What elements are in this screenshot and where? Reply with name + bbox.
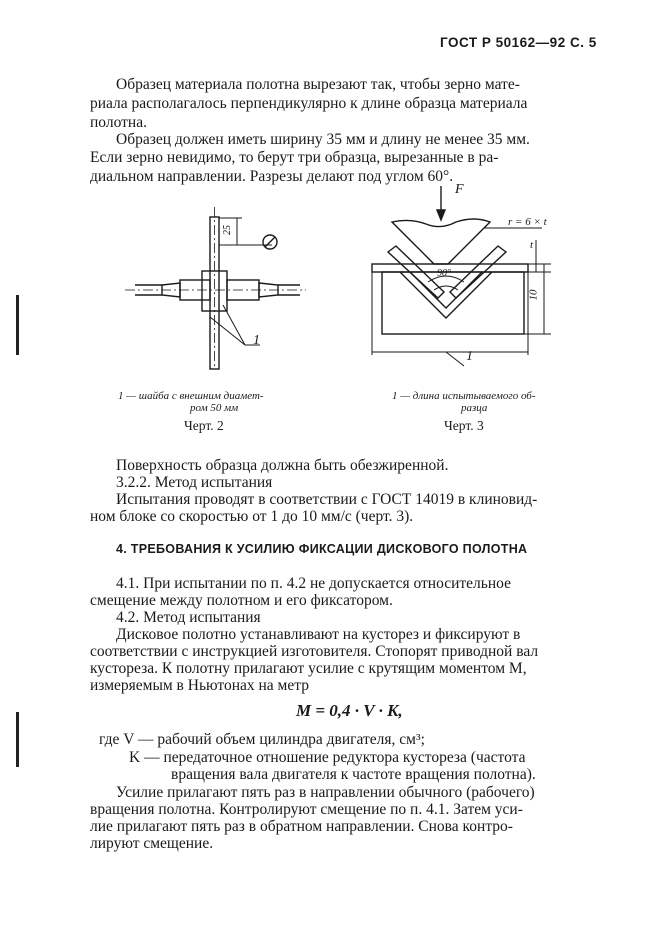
para2-line3: диальном направлении. Разрезы делают под углом 60°. xyxy=(90,168,454,185)
para5-line2: соответствии с инструкцией изготовителя. Стопорят приводной вал xyxy=(90,643,539,660)
para2-line2: Если зерно невидимо, то берут три образца, вырезанные в ра- xyxy=(90,149,499,166)
para4-line1: Испытания проводят в соответствии с ГОСТ 14019 в клиновид- xyxy=(116,491,538,508)
formula-moment: M = 0,4 · V · K, xyxy=(296,701,403,720)
fig2-dim-label: 25 xyxy=(222,225,233,235)
figure-2-drawing xyxy=(110,205,310,370)
where-line2: K — передаточное отношение редуктора кустореза (частота xyxy=(129,749,526,766)
fig3-callout: 1 xyxy=(466,349,473,364)
item-4-2: 4.2. Метод испытания xyxy=(116,609,261,626)
para1-line2: риала располагалось перпендикулярно к длине образца материала xyxy=(90,95,528,112)
para6-line4: лируют смещение. xyxy=(90,835,214,852)
fig3-caption-line1: 1 — длина испытываемого об- xyxy=(392,390,536,402)
para5-line1: Дисковое полотно устанавливают на кусторез и фиксируют в xyxy=(116,626,521,643)
fig2-callout: 1 xyxy=(253,333,260,348)
para6-line2: вращения полотна. Контролируют смещение по п. 4.1. Затем уси- xyxy=(90,801,523,818)
fig2-title: Черт. 2 xyxy=(184,418,224,433)
item-4-1-line1: 4.1. При испытании по п. 4.2 не допускается относительное xyxy=(116,575,511,592)
para1-line3: полотна. xyxy=(90,114,147,131)
para6-line1: Усилие прилагают пять раз в направлении обычного (рабочего) xyxy=(116,784,535,801)
para4-line2: ном блоке со скоростью от 1 до 10 мм/с (черт. 3). xyxy=(90,508,414,525)
fig2-caption-line2: ром 50 мм xyxy=(190,402,239,414)
para1-line1: Образец материала полотна вырезают так, чтобы зерно мате- xyxy=(116,76,520,93)
fig3-force-label: F xyxy=(455,182,464,197)
item-4-1-line2: смещение между полотном и его фиксатором. xyxy=(90,592,393,609)
page-header: ГОСТ Р 50162—92 С. 5 xyxy=(440,35,597,50)
para5-line3: кустореза. К полотну прилагают усилие с крутящим моментом M, xyxy=(90,660,527,677)
section-4-title: 4. ТРЕБОВАНИЯ К УСИЛИЮ ФИКСАЦИИ ДИСКОВОГО ПОЛОТНА xyxy=(116,542,528,556)
fig3-angle-label: 90° xyxy=(437,268,451,279)
fig3-title: Черт. 3 xyxy=(444,418,484,433)
where-line1: где V — рабочий объем цилиндра двигателя, см³; xyxy=(99,731,425,748)
para3: Поверхность образца должна быть обезжиренной. xyxy=(116,457,449,474)
para5-line4: измеряемым в Ньютонах на метр xyxy=(90,677,309,694)
item-3-2-2: 3.2.2. Метод испытания xyxy=(116,474,273,491)
margin-revision-mark xyxy=(16,712,19,767)
para6-line3: лие прилагают пять раз в обратном направлении. Снова контро- xyxy=(90,818,513,835)
fig2-caption-line1: 1 — шайба с внешним диамет- xyxy=(118,390,264,402)
fig3-height-label: 10 xyxy=(527,289,540,301)
para2-line1: Образец должен иметь ширину 35 мм и длину не менее 35 мм. xyxy=(116,131,530,148)
fig3-radius-label: r = 6 × t xyxy=(508,216,547,228)
where-line3: вращения вала двигателя к частоте вращения полотна). xyxy=(171,766,536,783)
margin-revision-mark xyxy=(16,295,19,355)
fig3-thickness-label: t xyxy=(530,239,534,251)
fig3-caption-line2: разца xyxy=(461,402,488,414)
